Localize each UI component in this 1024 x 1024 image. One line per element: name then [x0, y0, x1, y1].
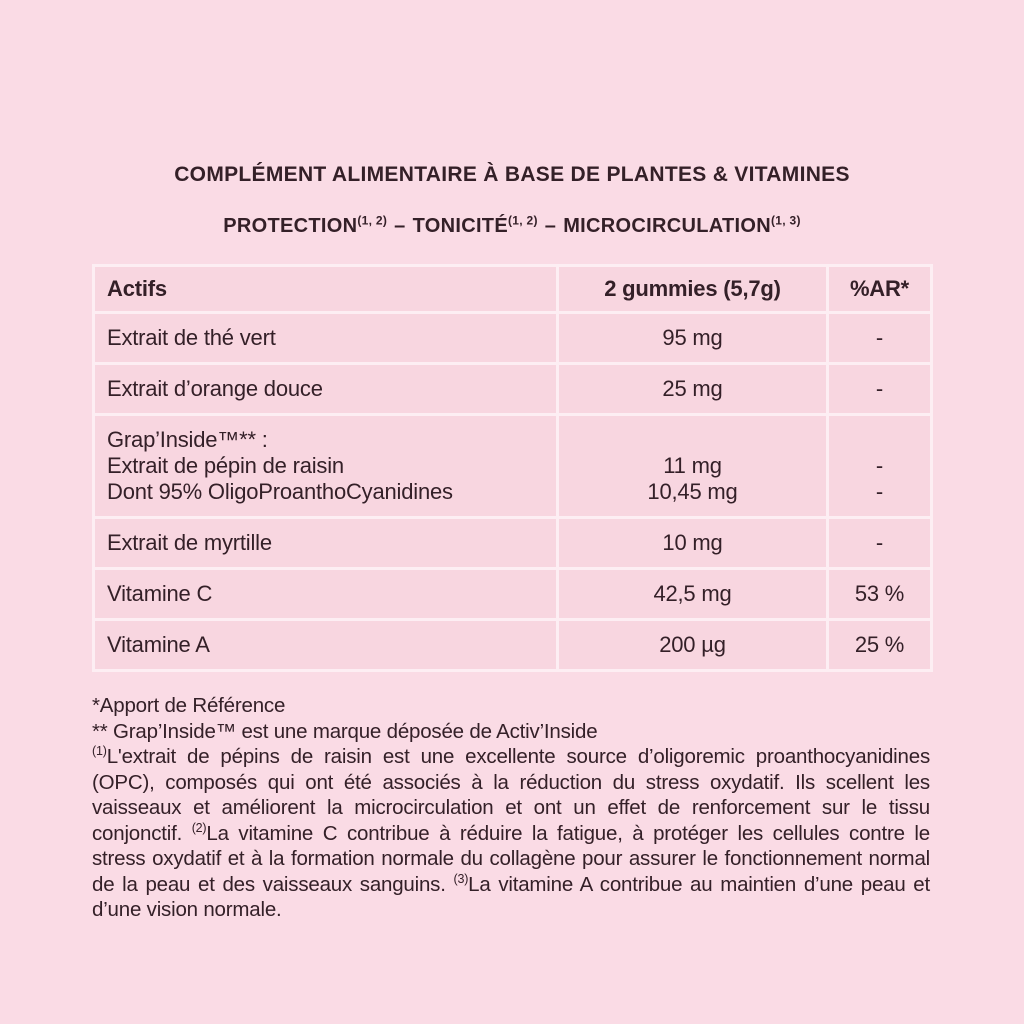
note-reference: *Apport de Référence — [92, 694, 286, 717]
footnote-marker: (1) — [92, 744, 107, 759]
cell-line: 10 mg — [662, 530, 723, 555]
cell-line: Extrait d’orange douce — [107, 376, 323, 401]
claim-microcirculation-label: MICROCIRCULATION — [563, 215, 771, 237]
cell-line: - — [875, 325, 884, 350]
cell-actif — [94, 313, 558, 364]
cell-amount — [558, 415, 828, 518]
page-title: COMPLÉMENT ALIMENTAIRE À BASE DE PLANTES & VITAMINES — [174, 163, 850, 186]
col-header-actifs: Actifs — [94, 266, 558, 313]
table-row — [94, 518, 932, 569]
cell-ar — [828, 364, 932, 415]
table-row — [94, 620, 932, 671]
actifs-table-body — [94, 313, 932, 671]
cell-line — [829, 427, 930, 453]
footnote-text: L'extrait de pépins de raisin est une excellente source d’oligoremic proanthocyanidines (OPC), composés qui ont été associés à la réduction du stress oxydatif. Ils scellent les vaisseaux et améliorent la microcirculation et ont un effet de renforcement sur le tissu conjonctif. — [92, 745, 930, 845]
cell-amount — [558, 313, 828, 364]
cell-line: - — [875, 530, 884, 555]
footnote-text: La vitamine A contribue au maintien d’une peau et d’une vision normale. — [92, 872, 930, 921]
note-paragraph — [92, 744, 930, 923]
cell-line — [559, 427, 826, 453]
col-header-ar: %AR* — [828, 266, 932, 313]
col-header-dose: 2 gummies (5,7g) — [558, 266, 828, 313]
cell-line: 11 mg — [663, 453, 722, 478]
cell-actif — [94, 518, 558, 569]
cell-actif — [94, 620, 558, 671]
cell-ar — [828, 569, 932, 620]
cell-ar — [828, 415, 932, 518]
cell-actif — [94, 364, 558, 415]
cell-line: Vitamine A — [107, 632, 210, 657]
footnote-marker: (3) — [453, 871, 469, 886]
claim-tonicite-label: TONICITÉ — [412, 215, 508, 237]
cell-amount — [558, 364, 828, 415]
cell-line: Dont 95% OligoProanthoCyanidines — [107, 479, 453, 504]
cell-line: 53 % — [854, 581, 905, 606]
cell-line: - — [875, 376, 884, 401]
cell-ar — [828, 518, 932, 569]
cell-amount — [558, 518, 828, 569]
page-subtitle — [92, 215, 932, 238]
cell-line: - — [875, 479, 884, 504]
table-row — [94, 364, 932, 415]
claim-tonicite — [413, 215, 538, 237]
claim-tonicite-footnote-marker: (1, 2) — [507, 213, 538, 228]
cell-line: Vitamine C — [107, 581, 213, 606]
cell-line: 95 mg — [662, 325, 723, 350]
cell-amount — [558, 569, 828, 620]
actifs-table — [92, 264, 933, 672]
cell-amount — [558, 620, 828, 671]
claim-protection-label: PROTECTION — [223, 215, 358, 237]
cell-line: 200 µg — [659, 632, 726, 657]
table-row — [94, 313, 932, 364]
cell-line: Extrait de myrtille — [107, 530, 272, 555]
cell-line: - — [875, 453, 884, 478]
claim-protection — [223, 215, 387, 237]
cell-line: 25 % — [854, 632, 905, 657]
claim-separator: – — [544, 215, 557, 237]
claim-microcirculation — [563, 215, 801, 237]
footnote-text: La vitamine C contribue à réduire la fatigue, à protéger les cellules contre le stress oxydatif et à la formation normale du collagène pour assurer le fonctionnement normal de la peau et des vaisseaux sanguins. — [92, 821, 930, 896]
note-trademark: ** Grap’Inside™ est une marque déposée de Activ’Inside — [92, 719, 598, 743]
cell-line: 25 mg — [662, 376, 723, 401]
claim-microcirculation-footnote-marker: (1, 3) — [770, 213, 801, 228]
table-row — [94, 415, 932, 518]
cell-line: Grap’Inside™** : — [107, 427, 268, 452]
cell-line: 10,45 mg — [647, 479, 738, 504]
table-header-row — [94, 266, 932, 313]
claim-protection-footnote-marker: (1, 2) — [357, 213, 388, 228]
cell-ar — [828, 620, 932, 671]
table-row — [94, 569, 932, 620]
cell-actif — [94, 569, 558, 620]
cell-line: 42,5 mg — [653, 581, 732, 606]
cell-ar — [828, 313, 932, 364]
footnote-marker: (2) — [191, 820, 207, 835]
notes — [92, 693, 930, 923]
cell-line: Extrait de thé vert — [107, 325, 276, 350]
cell-line: Extrait de pépin de raisin — [107, 453, 344, 478]
cell-actif — [94, 415, 558, 518]
supplement-label — [92, 0, 932, 923]
claim-separator: – — [394, 215, 406, 237]
